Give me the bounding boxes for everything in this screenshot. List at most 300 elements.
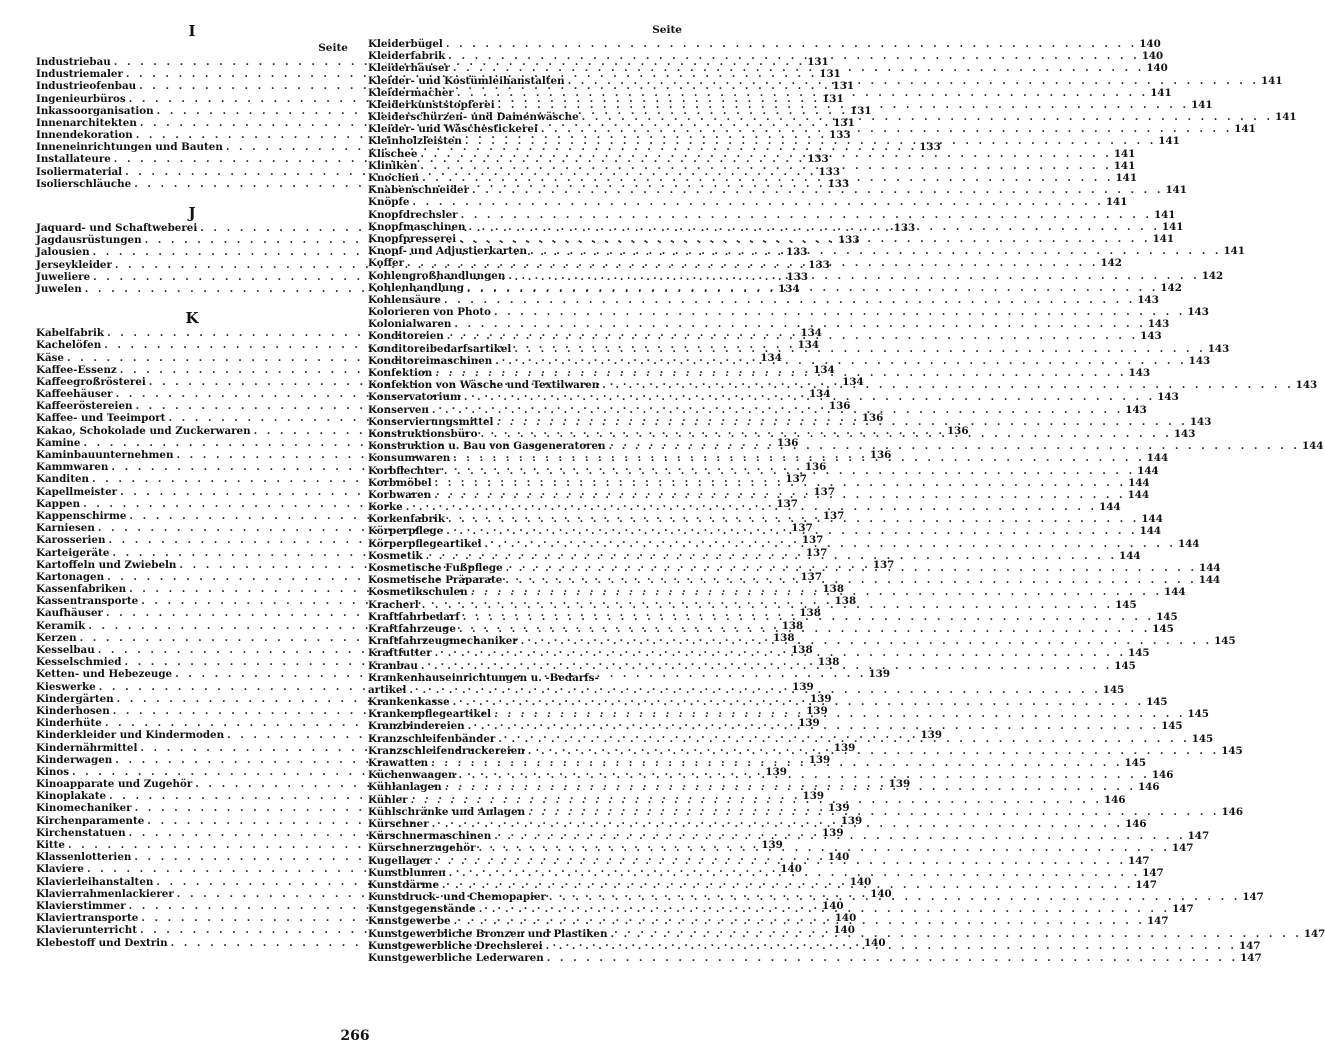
entry-name: Klavierstimmer (36, 899, 126, 912)
entry-page: 134 (778, 282, 800, 295)
entry-page: 144 (1164, 586, 1186, 599)
entry-name: Kleidermacher (368, 86, 454, 99)
entry-name: Kliniken (368, 159, 418, 172)
entry-page: 145 (1152, 622, 1174, 635)
entry-name: Kohlenhandlung (368, 281, 464, 294)
entry-name: Kammwaren (36, 461, 109, 474)
entry-name: Kinderkleider und Kindermoden (36, 729, 225, 742)
leader-dots (491, 306, 1185, 318)
entry-name: Knopfdrechsler (368, 208, 458, 221)
leader-dots (439, 879, 1133, 891)
leader-dots (429, 818, 1123, 830)
entry-page: 143 (1188, 354, 1211, 367)
entry-name: Kunstgewerbe (368, 915, 451, 928)
entry-page: 139 (761, 839, 783, 852)
entry-page: 145 (1214, 635, 1236, 648)
leader-dots (450, 696, 1144, 708)
entry-name: Kohlengroßhandlungen (368, 269, 506, 282)
leader-dots (579, 111, 1273, 123)
leader-dots (417, 160, 1111, 172)
entry-page: 131 (850, 104, 872, 117)
entry-page: 141 (1105, 196, 1128, 209)
entry-page: 131 (807, 55, 829, 68)
entry-page: 137 (822, 509, 845, 522)
entry-name: Konditoreimaschinen (368, 354, 493, 367)
entry-page: 144 (1119, 549, 1141, 562)
leader-dots (511, 343, 1205, 355)
entry-name: Kakao, Schokolade und Zuckerwaren (36, 424, 251, 437)
leader-dots (455, 769, 1149, 781)
entry-page: 141 (1115, 172, 1138, 185)
leader-dots (441, 294, 1135, 306)
entry-page: 147 (1147, 915, 1169, 928)
entry-name: Körperpflege (368, 525, 444, 538)
entry-name: Ketten- und Hebezeuge (36, 668, 173, 681)
entry-name: Jalousien (36, 246, 90, 259)
entry-name: Kaffeegroßrösterei (36, 375, 146, 388)
entry-page: 143 (1157, 391, 1179, 404)
entry-name: Kleiderhäuser (368, 62, 450, 75)
entry-name: Kühlschränke und Anlagen (368, 805, 526, 818)
entry-page: 139 (808, 753, 831, 766)
entry-page: 143 (1140, 330, 1162, 343)
entry-name: Kleider- und Kostümleihanstalten (368, 74, 565, 87)
entry-name: Kindergärten (36, 692, 114, 705)
entry-page: 139 (765, 765, 787, 778)
entry-page: 140 (849, 875, 872, 888)
leader-dots (446, 867, 1140, 879)
entry-page: 138 (791, 644, 813, 657)
entry-name: Kürschner (368, 817, 429, 830)
entry-page: 145 (1191, 732, 1214, 745)
entry-page: 136 (804, 461, 827, 474)
leader-dots (525, 806, 1219, 818)
entry-page: 147 (1187, 830, 1210, 843)
entry-name: Kaminbauunternehmen (36, 449, 174, 462)
entry-name: Kürschnermaschinen (368, 830, 492, 843)
entry-page: 143 (1137, 293, 1159, 306)
index-entry (368, 952, 1262, 965)
leader-dots (432, 477, 1126, 489)
entry-page: 147 (1240, 952, 1262, 965)
entry-page: 144 (1127, 488, 1150, 501)
leader-dots (491, 708, 1185, 720)
leader-dots (443, 38, 1137, 50)
entry-name: Klavierrahmenlackierer (36, 887, 174, 900)
entry-page: 143 (1187, 306, 1209, 319)
entry-name: Kunstblumen (368, 866, 446, 879)
entry-name: Kachelöfen (36, 339, 102, 352)
entry-name: artikel (368, 683, 407, 696)
entry-page: 144 (1141, 513, 1163, 526)
entry-name: Kürschnerzugehör (368, 842, 476, 855)
leader-dots (456, 233, 1150, 245)
entry-page: 146 (1104, 793, 1126, 806)
entry-page: 143 (1125, 403, 1147, 416)
leader-dots (525, 745, 1219, 757)
entry-name: Kieswerke (36, 680, 96, 693)
entry-page: 140 (822, 899, 844, 912)
leader-dots (518, 635, 1212, 647)
leader-dots (538, 123, 1232, 135)
entry-name: Juwelen (36, 282, 82, 295)
entry-name: Korke (368, 501, 403, 514)
entry-name: Kinderhosen (36, 704, 110, 717)
entry-name: Körperpflegeartikel (368, 537, 482, 550)
entry-name: Juweliere (36, 270, 91, 283)
entry-name: Kleiderschürzen- und Damenwäsche (368, 111, 579, 124)
entry-name: Kaufhäuser (36, 607, 103, 620)
entry-page: 140 (1146, 62, 1168, 75)
seite-label: Seite (652, 24, 682, 36)
entry-name: Kosmetische Fußpflege (368, 562, 503, 575)
entry-name: Karteigeräte (36, 546, 110, 559)
entry-page: 139 (828, 802, 850, 815)
leader-dots (544, 952, 1238, 964)
entry-page: 147 (1171, 842, 1194, 855)
entry-name: Kaffee- und Teeimport (36, 412, 166, 425)
entry-page: 147 (1303, 927, 1325, 940)
entry-name: Kracherl (368, 598, 419, 611)
entry-page: 141 (1113, 147, 1136, 160)
entry-page: 136 (776, 436, 799, 449)
entry-name: Knabenschneider (368, 184, 470, 197)
entry-page: 138 (773, 631, 795, 644)
leader-dots (477, 428, 1171, 440)
entry-page: 141 (1234, 123, 1256, 136)
entry-page: 141 (1191, 98, 1213, 111)
entry-name: Konservatorium (368, 391, 461, 404)
entry-page: 136 (869, 449, 892, 462)
leader-dots (454, 87, 1148, 99)
entry-name: Kesselbau (36, 644, 95, 657)
entry-page: 137 (776, 497, 798, 510)
section-heading-k: K (185, 309, 199, 328)
entry-name: Kugellager (368, 854, 432, 867)
entry-page: 139 (888, 778, 911, 791)
entry-name: Kinomechaniker (36, 802, 132, 815)
entry-page: 138 (834, 595, 857, 608)
entry-page: 139 (792, 680, 814, 693)
entry-name: Jagdausrüstungen (36, 234, 142, 247)
entry-page: 145 (1187, 708, 1209, 721)
entry-name: Klaviertransporte (36, 912, 139, 925)
entry-name: Kapellmeister (36, 485, 118, 498)
entry-page: 141 (1223, 245, 1245, 258)
index-entry (368, 37, 1161, 50)
entry-name: Kunstgewerbliche Drechslerei (368, 939, 543, 952)
leader-dots (450, 452, 1144, 464)
entry-page: 133 (829, 129, 851, 142)
leader-dots (445, 513, 1139, 525)
entry-page: 146 (1138, 781, 1160, 794)
leader-dots (443, 525, 1137, 537)
leader-dots (432, 855, 1126, 867)
entry-page: 147 (1128, 854, 1150, 867)
index-entry (368, 184, 1187, 197)
entry-page: 140 (833, 924, 855, 937)
leader-dots (450, 62, 1144, 74)
entry-name: Innenarchitekten (36, 116, 137, 129)
entry-name: Karosserien (36, 534, 106, 547)
entry-name: Konstruktion u. Bau von Gasgeneratoren (368, 440, 606, 453)
entry-page: 133 (827, 177, 850, 190)
entry-name: Krankenhauseinrichtungen u. -Bedarfs- (368, 671, 599, 684)
entry-page: 134 (800, 327, 822, 340)
entry-page: 134 (842, 375, 864, 388)
leader-dots (406, 684, 1100, 696)
entry-name: Küchenwaagen (368, 769, 456, 782)
entry-page: 133 (818, 165, 840, 178)
page-number: 266 (340, 1028, 370, 1044)
entry-page: 145 (1146, 696, 1168, 709)
entry-page: 140 (863, 936, 886, 949)
entry-page: 147 (1242, 891, 1264, 904)
entry-name: Kohlensäure (368, 293, 441, 306)
entry-name: Konfektion von Wäsche und Textilwaren (368, 379, 600, 392)
entry-page: 141 (1150, 86, 1172, 99)
entry-page: 133 (786, 270, 809, 283)
entry-name: Konsumwaren (368, 452, 451, 465)
entry-name: Kleinholzleisten (368, 135, 462, 148)
entry-name: Kunstgewerbliche Lederwaren (368, 952, 544, 965)
entry-page: 140 (1141, 50, 1164, 63)
entry-name: Kranzschleifendruckereien (368, 744, 525, 757)
entry-name: Klischee (368, 147, 418, 160)
entry-name: Kassentransporte (36, 595, 139, 608)
entry-page: 141 (1165, 184, 1187, 197)
column-header (368, 22, 682, 38)
entry-name: Kirchenstatuen (36, 826, 126, 839)
entry-name: Konditoreien (368, 330, 444, 343)
entry-page: 133 (919, 141, 941, 154)
entry-page: 137 (872, 558, 895, 571)
entry-name: Kosmetische Präparate (368, 574, 503, 587)
section-heading-i: I (188, 22, 196, 40)
leader-dots (461, 391, 1155, 403)
entry-name: Kindernährmittel (36, 741, 138, 754)
index-entry (368, 208, 1176, 221)
leader-dots (482, 538, 1176, 550)
entry-name: Installateure (36, 153, 111, 166)
leader-dots (464, 282, 1158, 294)
leader-dots (492, 355, 1186, 367)
entry-page: 137 (800, 570, 822, 583)
entry-page: 131 (819, 68, 841, 81)
entry-page: 134 (809, 388, 831, 401)
entry-name: Kolonialwaren (368, 318, 452, 331)
entry-name: Kitte (36, 839, 65, 852)
index-entry (368, 672, 682, 684)
entry-page: 145 (1115, 598, 1137, 611)
entry-page: 144 (1198, 574, 1221, 587)
entry-page: 139 (840, 814, 863, 827)
leader-dots (409, 196, 1103, 208)
entry-name: Kühler (368, 793, 408, 806)
entry-name: Kaffeeröstereien (36, 400, 133, 413)
entry-page: 139 (810, 692, 832, 705)
entry-name: Krankenkasse (368, 696, 450, 709)
leader-dots (502, 574, 1196, 586)
entry-page: 144 (1137, 464, 1159, 477)
entry-page: 137 (801, 534, 824, 547)
entry-page: 144 (1139, 525, 1162, 538)
entry-page: 144 (1177, 537, 1200, 550)
entry-page: 144 (1199, 562, 1221, 575)
entry-page: 146 (1221, 805, 1243, 818)
entry-page: 144 (1146, 452, 1169, 465)
index-entry (368, 196, 1128, 209)
leader-dots (403, 501, 1097, 513)
section-heading-j: J (188, 204, 196, 223)
entry-page: 139 (833, 741, 856, 754)
entry-name: Industriebau (36, 55, 111, 68)
entry-name: Kleiderfabrik (368, 50, 446, 63)
entry-name: Koffer (368, 257, 405, 270)
leader-dots (456, 623, 1150, 635)
entry-name: Kanditen (36, 473, 90, 486)
index-entry (368, 318, 1170, 331)
entry-page: 143 (1128, 367, 1151, 380)
entry-name: Inneneinrichtungen und Bauten (36, 141, 223, 154)
entry-name: Knopf- und Adjustierkarten (368, 245, 528, 258)
entry-page: 142 (1201, 269, 1224, 282)
entry-page: 144 (1301, 440, 1324, 453)
entry-page: 143 (1173, 427, 1196, 440)
entry-page: 146 (1151, 769, 1174, 782)
entry-name: Kraftfahrbedarf (368, 610, 460, 623)
entry-page: 143 (1295, 379, 1318, 392)
entry-name: Kamine (36, 436, 81, 449)
entry-page: 140 (870, 887, 892, 900)
leader-dots (404, 257, 1098, 269)
entry-name: Kinoplakate (36, 790, 107, 803)
leader-dots (441, 465, 1135, 477)
leader-dots (419, 599, 1113, 611)
entry-name: Kraftfutter (368, 647, 432, 660)
leader-dots (418, 660, 1112, 672)
entry-name: Isoliermaterial (36, 165, 123, 178)
entry-name: Kaffeehäuser (36, 388, 113, 401)
entry-name: Käse (36, 351, 64, 364)
entry-page: 131 (822, 92, 844, 105)
entry-page: 134 (760, 351, 782, 364)
leader-dots (606, 440, 1300, 452)
entry-name: Knopfmaschinen (368, 220, 466, 233)
entry-name: Innendekoration (36, 129, 133, 142)
entry-name: Knochen (368, 172, 420, 185)
leader-dots (505, 270, 1199, 282)
entry-page: 139 (822, 826, 844, 839)
entry-name: Kunstdruck- und Chemopapier (368, 891, 546, 904)
entry-page: 139 (806, 704, 828, 717)
entry-name: Kranbau (368, 659, 418, 672)
entry-page: 144 (1099, 501, 1121, 514)
entry-name: Konservierungsmittel (368, 415, 494, 428)
entry-name: Knopfpresserei (368, 232, 457, 245)
entry-name: Kinos (36, 765, 70, 778)
entry-name: Kosmetikschulen (368, 586, 468, 599)
entry-name: Jerseykleider (36, 258, 112, 271)
leader-dots (476, 842, 1170, 854)
leader-dots (469, 184, 1163, 196)
entry-name: Konstruktionsbüro (368, 427, 478, 440)
entry-name: Klassenlotterien (36, 851, 132, 864)
entry-page: 147 (1238, 939, 1261, 952)
leader-dots (429, 404, 1123, 416)
leader-dots (503, 562, 1197, 574)
leader-dots (607, 928, 1301, 940)
entry-page: 136 (947, 424, 969, 437)
entry-page: 142 (1100, 257, 1122, 270)
entry-page: 131 (832, 80, 855, 93)
entry-name: Industriemaler (36, 68, 123, 81)
entry-page: 133 (893, 222, 916, 235)
entry-name: Kunstgegenstände (368, 903, 476, 916)
leader-dots (495, 733, 1189, 745)
entry-page: 145 (1124, 757, 1147, 770)
entry-name: Kabelfabrik (36, 327, 105, 340)
entry-page: 138 (817, 656, 840, 669)
entry-page: 145 (1221, 744, 1243, 757)
entry-name: Kunstgewerbliche Bronzen und Plastiken (368, 927, 608, 940)
leader-dots (527, 245, 1221, 257)
entry-page: 134 (797, 339, 820, 352)
entry-page: 138 (781, 619, 804, 632)
entry-name: Kesselschmied (36, 656, 122, 669)
entry-name: Konserven (368, 403, 429, 416)
entry-name: Kinoapparate und Zugehör (36, 778, 193, 791)
entry-page: 146 (1125, 817, 1147, 830)
entry-name: Kinderhüte (36, 717, 102, 730)
column-header (36, 40, 348, 56)
entry-page: 141 (1275, 111, 1297, 124)
entry-page: 133 (837, 234, 860, 247)
entry-name: Isolierschläuche (36, 177, 132, 190)
entry-page: 141 (1153, 208, 1176, 221)
entry-page: 141 (1158, 135, 1180, 148)
entry-name: Kinderwagen (36, 753, 113, 766)
leader-dots (565, 75, 1259, 87)
entry-name: Kleiderkunststopferei (368, 98, 495, 111)
entry-name: Kartonagen (36, 570, 105, 583)
entry-page: 141 (1152, 232, 1175, 245)
leader-dots (444, 330, 1138, 342)
leader-dots (417, 148, 1111, 160)
entry-page: 145 (1114, 659, 1136, 672)
entry-name: Kunstdärme (368, 878, 439, 891)
leader-dots (468, 586, 1162, 598)
entry-name: Knöpfe (368, 196, 410, 209)
entry-name: Klebestoff und Dextrin (36, 936, 168, 949)
entry-page: 139 (802, 790, 825, 803)
entry-page: 143 (1147, 318, 1170, 331)
entry-name: Kerzen (36, 631, 77, 644)
leader-dots (432, 647, 1126, 659)
entry-name: Kühlanlagen (368, 781, 442, 794)
entry-name: Kosmetik (368, 549, 423, 562)
entry-name: Klaviere (36, 863, 84, 876)
entry-page: 134 (813, 363, 835, 376)
entry-name: Klavierleihanstalten (36, 875, 154, 888)
entry-page: 144 (1128, 476, 1150, 489)
entry-name: Kappen (36, 497, 81, 510)
leader-dots (428, 757, 1122, 769)
index-entry (368, 306, 1209, 319)
entry-name: Krawatten (368, 757, 429, 770)
leader-dots (423, 550, 1117, 562)
entry-page: 139 (868, 668, 891, 681)
